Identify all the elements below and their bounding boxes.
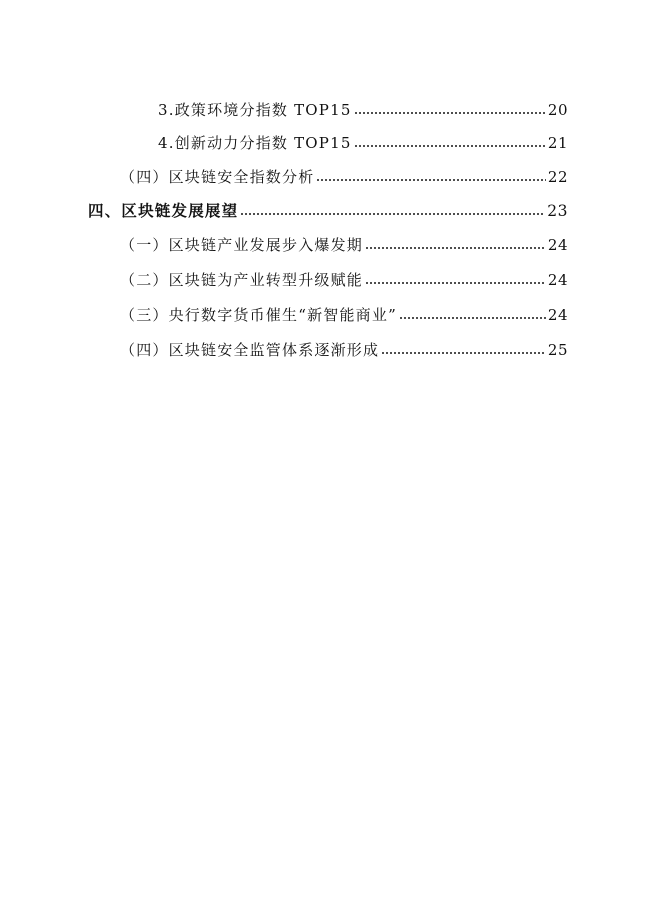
toc-entry[interactable] <box>158 133 568 153</box>
toc-entry[interactable] <box>120 167 568 187</box>
toc-page-number: 24 <box>547 271 568 289</box>
toc-page-number: 23 <box>547 202 568 220</box>
toc-page-number: 24 <box>547 236 568 254</box>
toc-page-number: 25 <box>547 341 568 359</box>
toc-entry-title: （四）区块链安全监管体系逐渐形成 <box>120 341 380 359</box>
toc-dot-leader <box>316 168 546 182</box>
toc-entry-title: （四）区块链安全指数分析 <box>120 168 315 186</box>
toc-dot-leader <box>354 134 546 148</box>
toc-entry[interactable] <box>120 340 568 360</box>
toc-page-number: 24 <box>547 306 568 324</box>
toc-dot-leader <box>365 236 546 250</box>
toc-entry[interactable] <box>120 270 568 290</box>
toc-dot-leader <box>365 271 546 285</box>
toc-page-number: 20 <box>547 101 568 119</box>
toc-dot-leader <box>381 341 546 355</box>
toc-entry-title: 3.政策环境分指数 TOP15 <box>158 101 352 119</box>
toc-page-number: 21 <box>547 134 568 152</box>
toc-dot-leader <box>354 101 546 115</box>
toc-entry-title: （一）区块链产业发展步入爆发期 <box>120 236 364 254</box>
toc-entry-title: 四、区块链发展展望 <box>88 202 239 220</box>
toc-entry-title: （二）区块链为产业转型升级赋能 <box>120 271 364 289</box>
toc-entry-title: （三）央行数字货币催生“新智能商业” <box>120 306 397 324</box>
toc-entry[interactable] <box>120 305 568 325</box>
toc-dot-leader <box>399 306 546 320</box>
toc-dot-leader <box>240 202 545 216</box>
toc-entry[interactable] <box>158 100 568 120</box>
toc-entry[interactable] <box>88 201 568 221</box>
toc-page-number: 22 <box>547 168 568 186</box>
toc-entry-title: 4.创新动力分指数 TOP15 <box>158 134 352 152</box>
toc-entry[interactable] <box>120 235 568 255</box>
